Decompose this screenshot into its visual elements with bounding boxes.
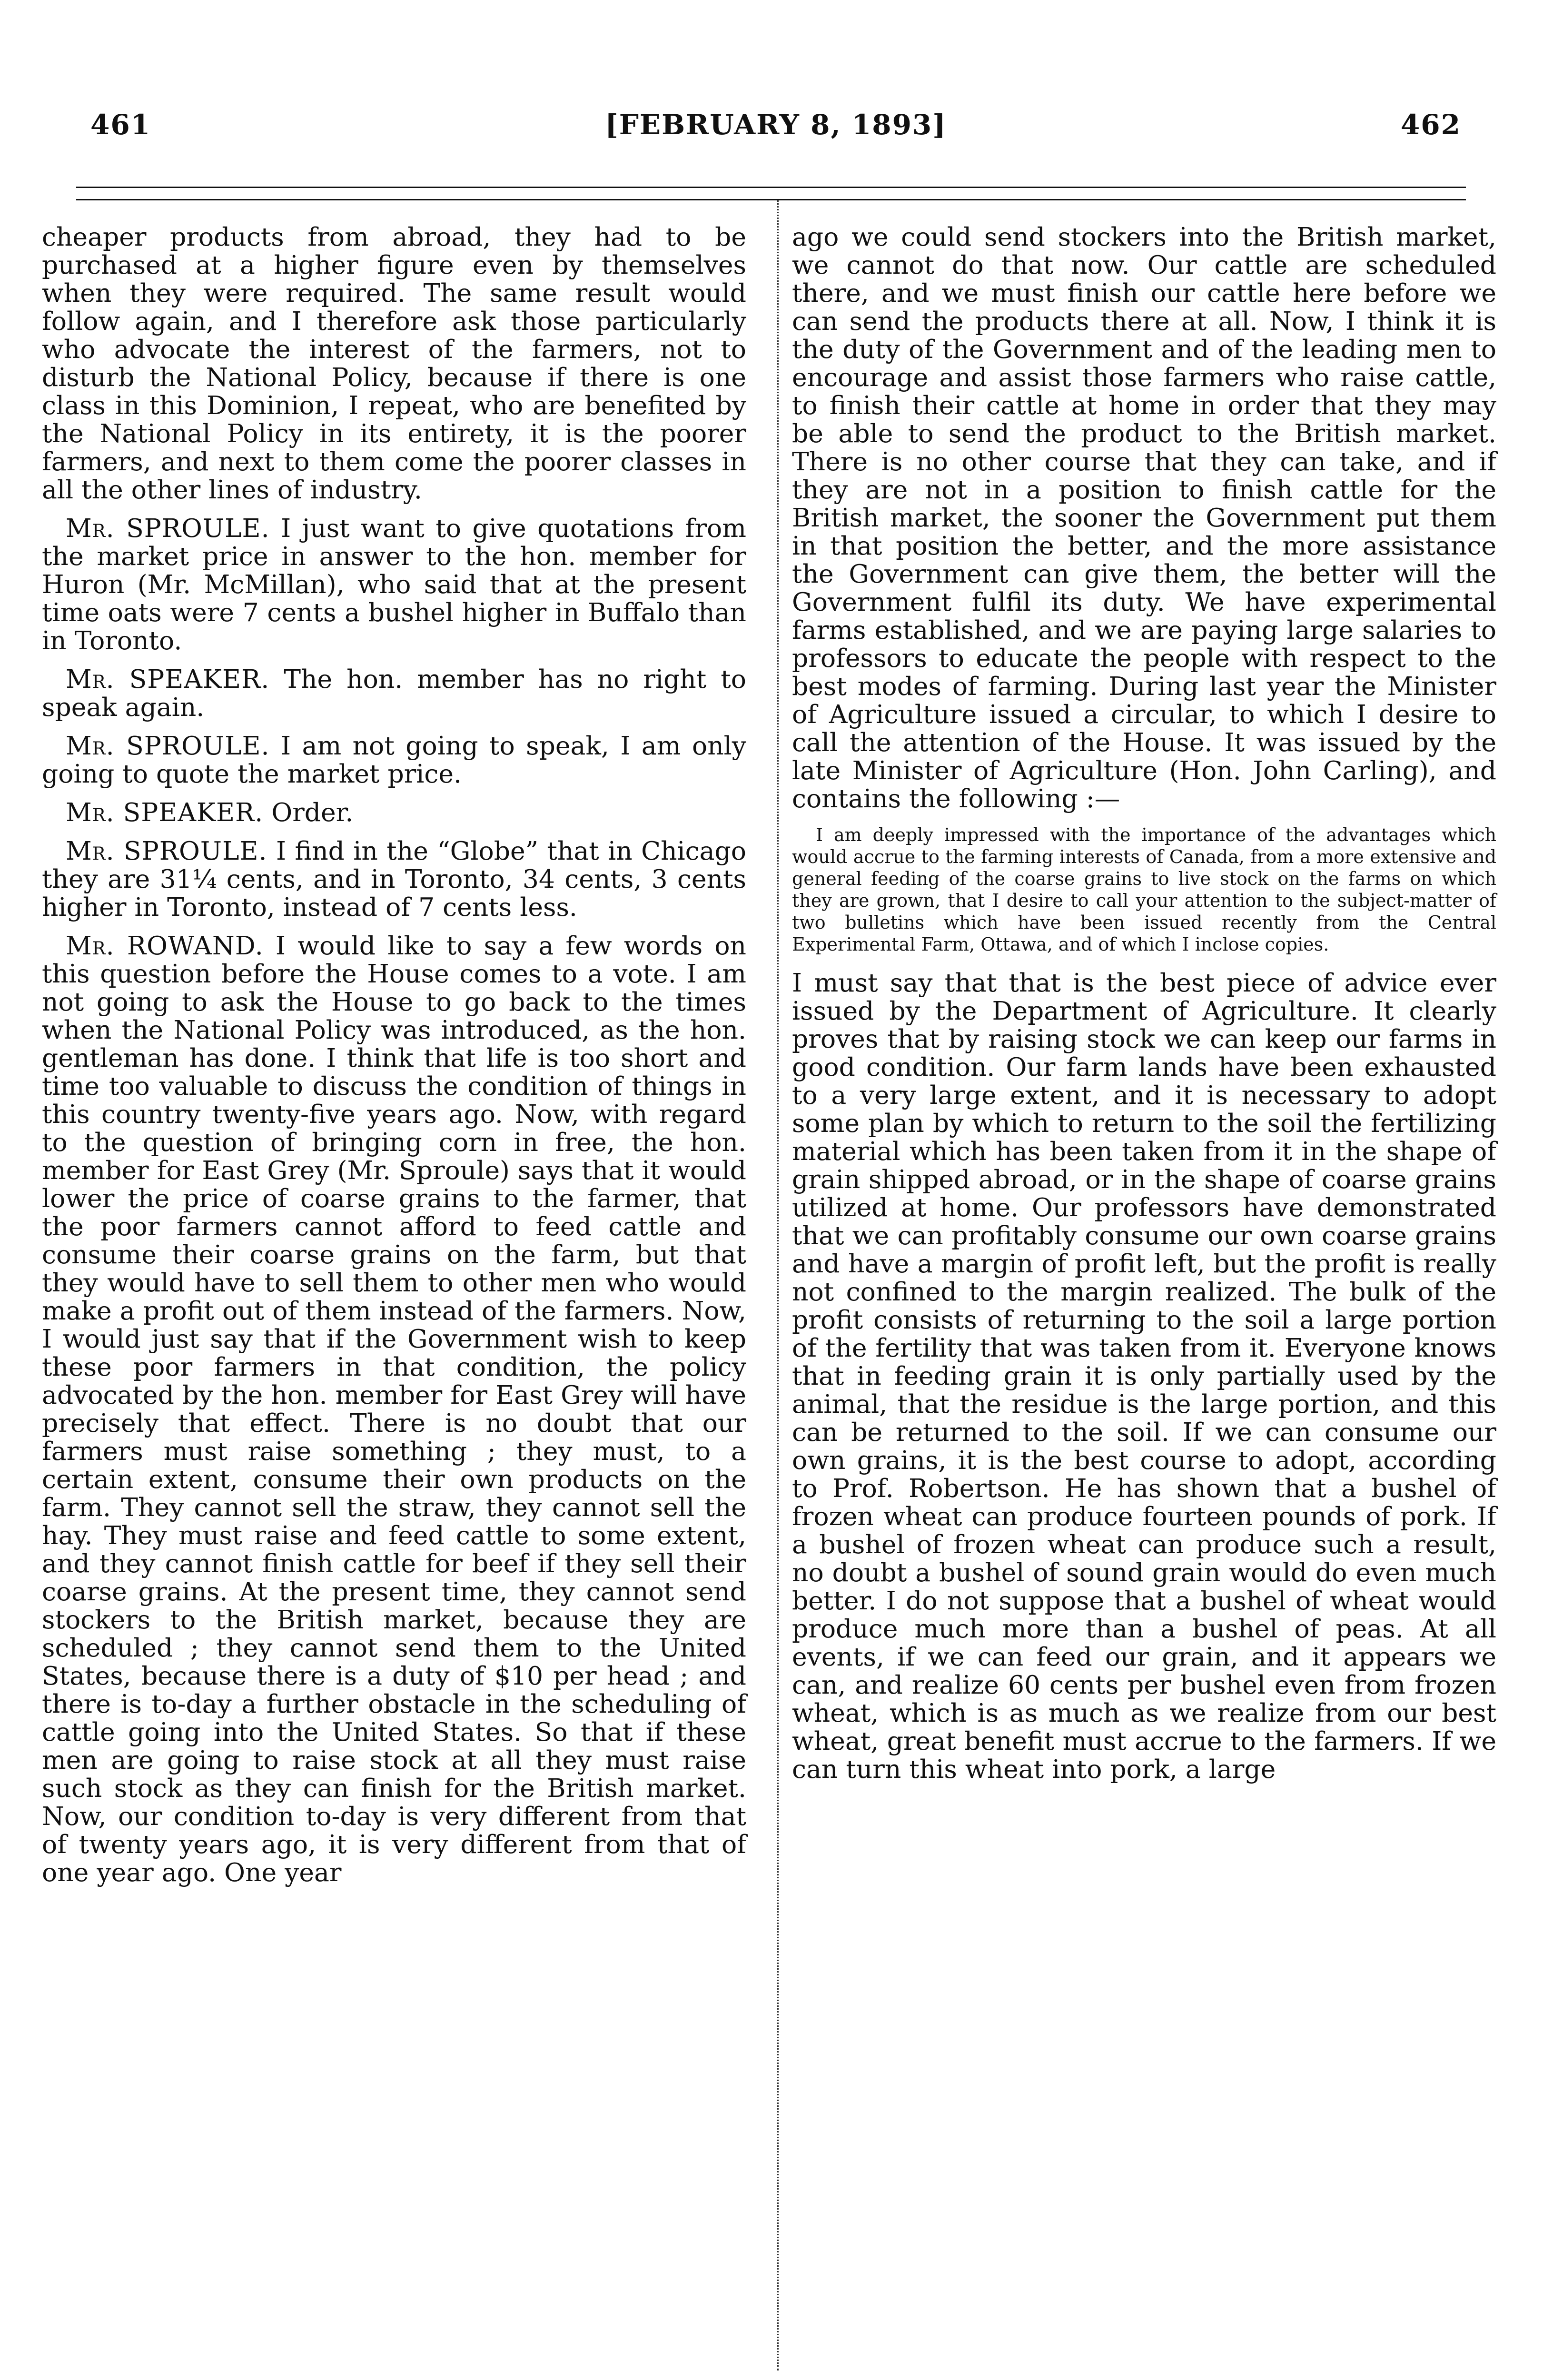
- speaker-name: Mr. SPEAKER.: [66, 797, 264, 827]
- paragraph: cheaper products from abroad, they had to be purchased at a higher figure even by themselves when they were required. The same result would follow again, and I therefore ask those particularly who advocate the interest of the farmers, not to disturb the National Policy, because if there is one class in this Dominion, I repeat, who are benefited by the National Policy in its entirety, it is the poorer farmers, and next to them come the poorer classes in all the other lines of industry.: [42, 222, 746, 505]
- left-column: [42, 223, 746, 1897]
- page-number-right: 462: [1400, 109, 1461, 141]
- speaker-name: Mr. SPROULE.: [66, 836, 267, 866]
- page-header: [90, 109, 1461, 151]
- speech-paragraph: [42, 665, 746, 721]
- speech-text: I am not going to speak, I am only going to quote the market price.: [42, 731, 746, 789]
- header-rule-bottom: [76, 199, 1466, 200]
- speech-text: Order.: [271, 797, 354, 827]
- paragraph: I must say that that is the best piece of advice ever issued by the Department of Agriculture. It clearly proves that by raising stock we can keep our farms in good condition. Our farm lands have been exhausted to a very large extent, and it is necessary to adopt some plan by which to return to the soil the fertilizing material which has been taken from it in the shape of grain shipped abroad, or in the shape of coarse grains utilized at home. Our professors have demonstrated that we can profitably consume our own coarse grains and have a margin of profit left, but the profit is really not confined to the margin realized. The bulk of the profit consists of returning to the soil a large portion of the fertility that was taken from it. Everyone knows that in feeding grain it is only partially used by the animal, that the residue is the large portion, and this can be returned to the soil. If we can consume our own grains, it is the best course to adopt, according to Prof. Robertson. He has shown that a bushel of frozen wheat can produce fourteen pounds of pork. If a bushel of frozen wheat can produce such a result, no doubt a bushel of sound grain would do even much better. I do not suppose that a bushel of wheat would produce much more than a bushel of peas. At all events, if we can feed our grain, and it appears we can, and realize 60 cents per bushel even from frozen wheat, which is as much as we realize from our best wheat, great benefit must accrue to the farmers. If we can turn this wheat into pork, a large: [792, 968, 1496, 1784]
- paragraph: ago we could send stockers into the British market, we cannot do that now. Our cattle are scheduled there, and we must finish our cattle here before we can send the products there at all. Now, I think it is the duty of the Government and of the leading men to encourage and assist those farmers who raise cattle, to finish their cattle at home in order that they may be able to send the product to the British market. There is no other course that they can take, and if they are not in a position to finish cattle for the British market, the sooner the Government put them in that position the better, and the more assistance the Government can give them, the better will the Government fulfil its duty. We have experimental farms established, and we are paying large salaries to professors to educate the people with respect to the best modes of farming. During last year the Minister of Agriculture issued a circular, to which I desire to call the attention of the House. It was issued by the late Minister of Agriculture (Hon. John Carling), and contains the following :—: [792, 222, 1496, 813]
- block-quote: I am deeply impressed with the importance of the advantages which would accrue to the farming interests of Canada, from a more extensive and general feeding of the coarse grains to live stock on the farms on which they are grown, that I desire to call your attention to the subject-matter of two bulletins which have been issued recently from the Central Experimental Farm, Ottawa, and of which I inclose copies.: [792, 824, 1496, 955]
- speech-text: I would like to say a few words on this question before the House comes to a vote. I am not going to ask the House to go back to the times when the National Policy was introduced, as the hon. gentleman has done. I think that life is too short and time too valuable to discuss the condition of things in this country twenty-five years ago. Now, with regard to the question of bringing corn in free, the hon. member for East Grey (Mr. Sproule) says that it would lower the price of coarse grains to the farmer, that the poor farmers cannot afford to feed cattle and consume their coarse grains on the farm, but that they would have to sell them to other men who would make a profit out of them instead of the farmers. Now, I would just say that if the Government wish to keep these poor farmers in that condition, the policy advocated by the hon. member for East Grey will have precisely that effect. There is no doubt that our farmers must raise something ; they must, to a certain extent, consume their own products on the farm. They cannot sell the straw, they cannot sell the hay. They must raise and feed cattle to some extent, and they cannot finish cattle for beef if they sell their coarse grains. At the present time, they cannot send stockers to the British market, because they are scheduled ; they cannot send them to the United States, because there is a duty of $10 per head ; and there is to-day a further obstacle in the scheduling of cattle going into the United States. So that if these men are going to raise stock at all they must raise such stock as they can finish for the British market. Now, our condition to-day is very different from that of twenty years ago, it is very different from that of one year ago. One year: [42, 931, 746, 1887]
- speech-paragraph: [42, 514, 746, 654]
- speaker-name: Mr. SPEAKER.: [66, 664, 270, 694]
- speech-paragraph: [42, 732, 746, 788]
- speaker-name: Mr. ROWAND.: [66, 931, 264, 961]
- speech-text: I just want to give quotations from the market price in answer to the hon. member for Huron (Mr. McMillan), who said that at the present time oats were 7 cents a bushel higher in Buffalo than in Toronto.: [42, 513, 747, 655]
- page-number-left: 461: [90, 109, 151, 141]
- right-column: [792, 223, 1496, 1794]
- speech-text: The hon. member has no right to speak again.: [42, 664, 746, 722]
- column-divider: [777, 200, 779, 2370]
- header-date: [FEBRUARY 8, 1893]: [605, 109, 947, 141]
- speech-paragraph: [42, 932, 746, 1886]
- speech-paragraph: [42, 798, 746, 826]
- speech-paragraph: [42, 837, 746, 921]
- header-rule-top: [76, 187, 1466, 188]
- speaker-name: Mr. SPROULE.: [66, 513, 270, 543]
- speech-text: I find in the “Globe” that in Chicago they are 31¼ cents, and in Toronto, 34 cents, 3 cents higher in Toronto, instead of 7 cents less.: [42, 836, 746, 922]
- speaker-name: Mr. SPROULE.: [66, 731, 270, 761]
